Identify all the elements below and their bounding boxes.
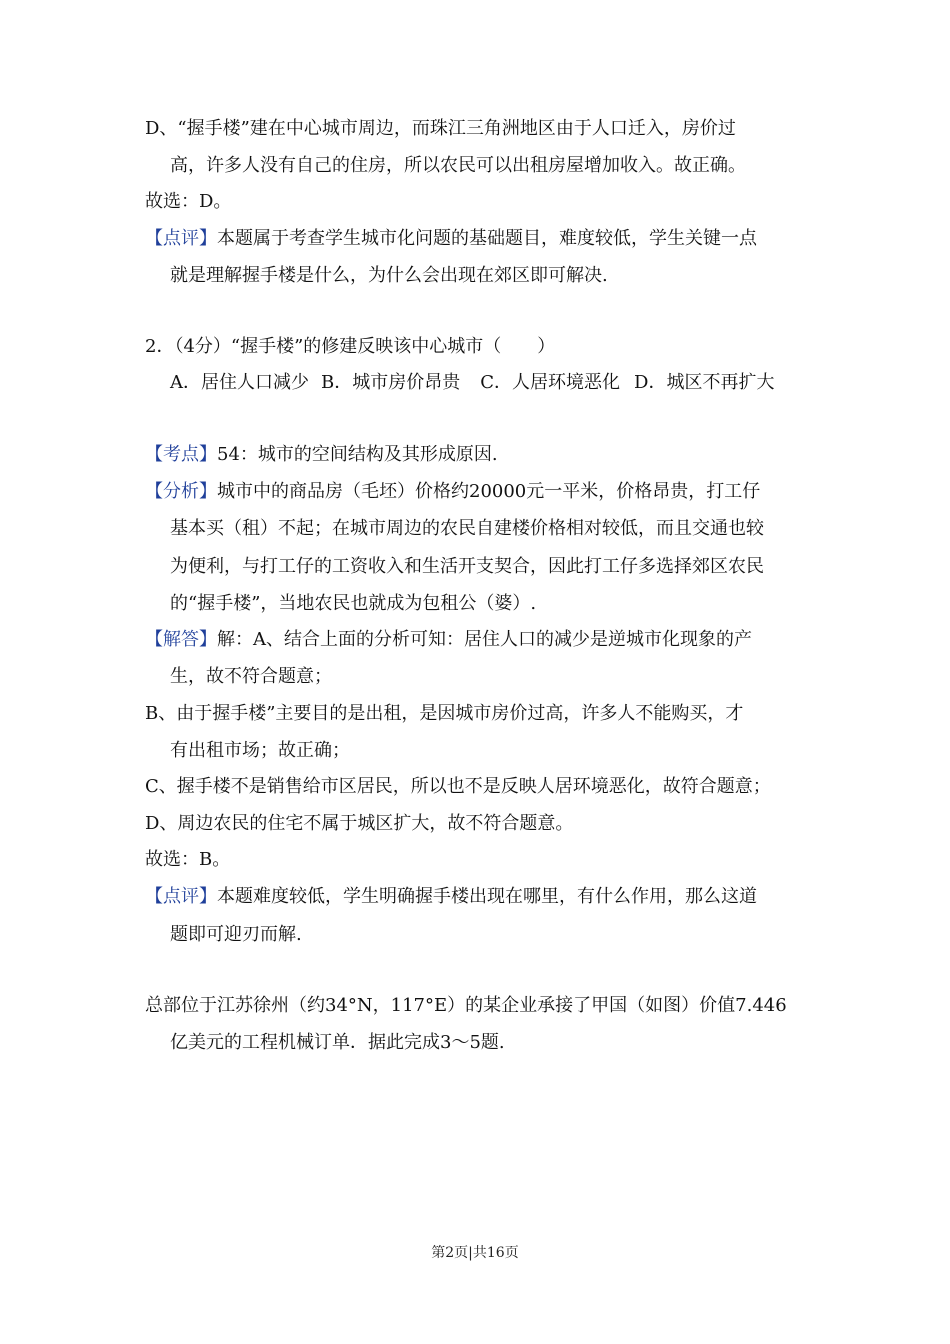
q2-fenxi-line4: 的“握手楼”，当地农民也就成为包租公（婆）. (170, 593, 537, 614)
q2-fenxi (145, 480, 825, 504)
q1-option-d-analysis: D、“握手楼”建在中心城市周边，而珠江三角洲地区由于人口迁入，房价过 (145, 118, 736, 139)
q2-fenxi-line2: 基本买（租）不起；在城市周边的农民自建楼价格相对较低，而且交通也较 (170, 518, 764, 539)
q2-option-d: D．城区不再扩大 (634, 372, 775, 393)
page-number: 第2页|共16页 (431, 1245, 519, 1261)
q2-options (170, 371, 850, 395)
jieda-tag: 【解答】 (145, 629, 217, 650)
q1-comment (145, 227, 825, 251)
q2-comment (145, 885, 825, 909)
q2-b-analysis: B、由于握手楼”主要目的是出租，是因城市房价过高，许多人不能购买，才 (145, 703, 744, 724)
q2-option-a: A．居住人口减少 (170, 372, 309, 393)
jieda-text: 解：A、结合上面的分析可知：居住人口的减少是逆城市化现象的产 (217, 629, 752, 650)
q2-c-analysis: C、握手楼不是销售给市区居民，所以也不是反映人居环境恶化，故符合题意； (145, 776, 771, 797)
q2-d-analysis: D、周边农民的住宅不属于城区扩大，故不符合题意。 (145, 813, 574, 834)
q2-kaodian (145, 443, 825, 467)
kaodian-tag: 【考点】 (145, 444, 217, 465)
fenxi-tag: 【分析】 (145, 481, 217, 502)
q2-option-b: B．城市房价昂贵 (321, 372, 461, 393)
q2-stem: 2．（4分）“握手楼”的修建反映该中心城市（ ） (145, 336, 556, 357)
fenxi-text: 城市中的商品房（毛坯）价格约20000元一平米，价格昂贵，打工仔 (217, 481, 761, 502)
q2-b-analysis-cont: 有出租市场；故正确； (170, 740, 350, 761)
q3-5-intro-cont: 亿美元的工程机械订单．据此完成3～5题. (170, 1032, 505, 1053)
q1-option-d-analysis-cont: 高，许多人没有自己的住房，所以农民可以出租房屋增加收入。故正确。 (170, 155, 746, 176)
comment-tag: 【点评】 (145, 228, 217, 249)
q1-answer: 故选：D。 (145, 191, 232, 212)
q2-option-c: C．人居环境恶化 (480, 372, 621, 393)
q2-answer: 故选：B。 (145, 849, 231, 870)
q2-comment-cont: 题即可迎刃而解. (170, 924, 302, 945)
q1-comment-cont: 就是理解握手楼是什么，为什么会出现在郊区即可解决. (170, 265, 608, 286)
comment-tag: 【点评】 (145, 886, 217, 907)
comment-text: 本题难度较低，学生明确握手楼出现在哪里，有什么作用，那么这道 (217, 886, 757, 907)
kaodian-text: 54：城市的空间结构及其形成原因. (217, 444, 498, 465)
comment-text: 本题属于考查学生城市化问题的基础题目，难度较低，学生关键一点 (217, 228, 757, 249)
q3-5-intro: 总部位于江苏徐州（约34°N，117°E）的某企业承接了甲国（如图）价值7.446 (145, 995, 787, 1016)
q2-fenxi-line3: 为便利，与打工仔的工资收入和生活开支契合，因此打工仔多选择郊区农民 (170, 556, 764, 577)
q2-jieda-line2: 生，故不符合题意； (170, 666, 332, 687)
q2-jieda (145, 628, 825, 652)
